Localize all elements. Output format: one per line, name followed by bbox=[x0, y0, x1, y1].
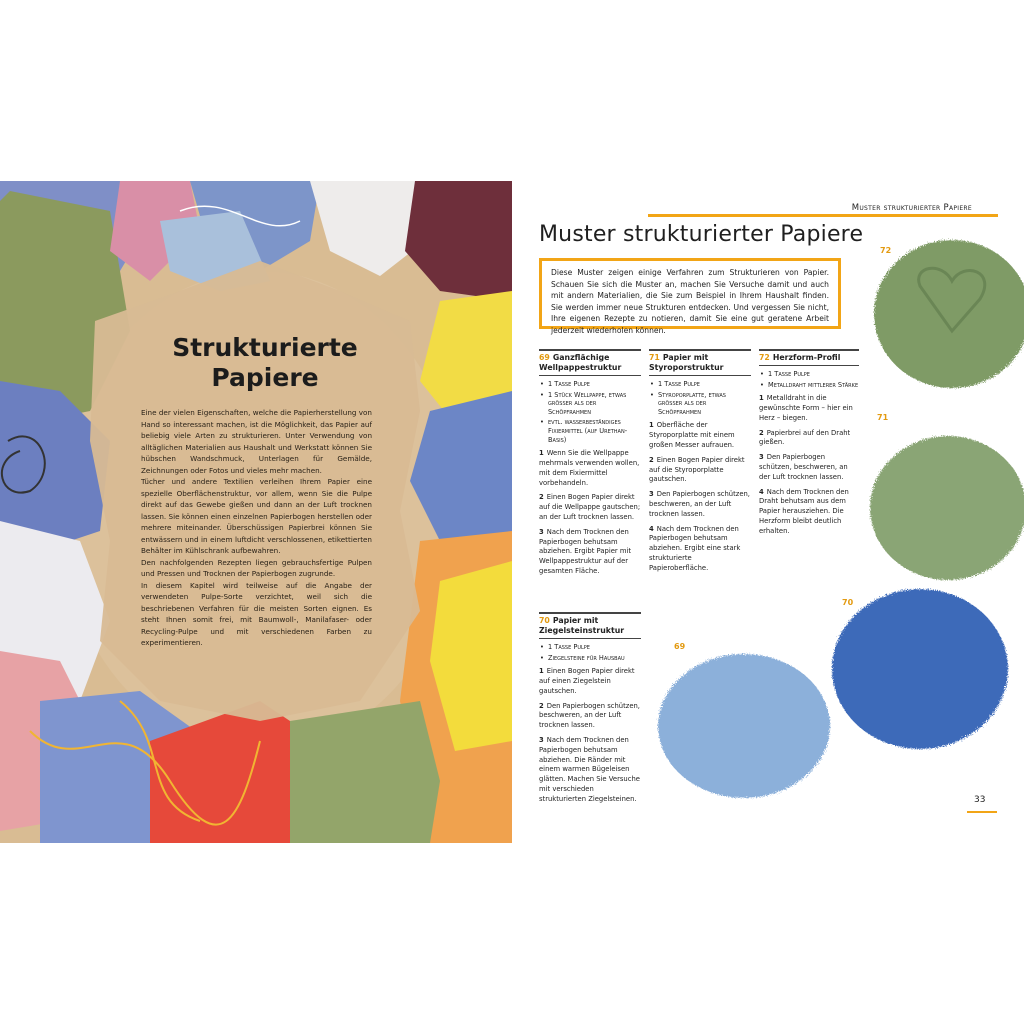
step-item: 2 Den Papierbogen schützen, beschweren, an der Luft trocknen lassen. bbox=[539, 701, 640, 730]
material-item: • 1 Stück Wellpappe, etwas grösser als der Schöpfrahmen bbox=[540, 390, 627, 416]
chapter-title-line1: Strukturierte bbox=[172, 333, 358, 362]
sample-label-70: 70 bbox=[842, 598, 854, 607]
sample-71-styrofoam-paper bbox=[870, 436, 1024, 580]
recipe-number: 69 bbox=[539, 353, 550, 362]
step-item: 2 Papierbrei auf den Draht gießen. bbox=[759, 428, 851, 447]
material-item: • Styroporplatte, etwas grösser als der Schöpfrahmen bbox=[650, 390, 726, 416]
recipe-number: 71 bbox=[649, 353, 660, 362]
recipe-title: Herzform-Profil bbox=[772, 353, 841, 362]
intro-paragraph: Den nachfolgenden Rezepten liegen gebrauchsfertige Pulpen und Pressen und Trocknen der Papierbogen zugrunde. bbox=[141, 557, 372, 578]
recipe-number: 72 bbox=[759, 353, 770, 362]
step-item: 1 Wenn Sie die Wellpappe mehrmals verwenden wollen, mit dem Fixiermittel vorbehandeln. bbox=[539, 449, 640, 487]
step-item: 3 Nach dem Trocknen den Papierbogen behutsam abziehen. Ergibt Papier mit Wellpappestruktur auf der gesamten Fläche. bbox=[539, 527, 632, 575]
chapter-title bbox=[120, 333, 410, 393]
step-item: 1 Metalldraht in die gewünschte Form – hier ein Herz – biegen. bbox=[759, 394, 853, 422]
step-item: 3 Den Papierbogen schützen, beschweren, an der Luft trocknen lassen. bbox=[759, 453, 848, 481]
step-item: 3 Den Papierbogen schützen, beschweren, an der Luft trocknen lassen. bbox=[649, 490, 750, 518]
recipe-title: Ganzflächige Wellpappestruktur bbox=[539, 353, 622, 372]
sample-69-cardboard-paper bbox=[658, 654, 830, 798]
material-item: • 1 Tasse Pulpe bbox=[540, 380, 590, 388]
step-item: 4 Nach dem Trocknen den Draht behutsam aus dem Papier herausziehen. Die Herzform bleibt deutlich erhalten. bbox=[759, 487, 849, 535]
step-item: 1 Oberfläche der Styroporplatte mit einem großen Messer aufrauen. bbox=[649, 421, 735, 449]
left-page bbox=[0, 181, 512, 843]
step-item: 3 Nach dem Trocknen den Papierbogen behutsam abziehen. Die Ränder mit einem warmen Bügeleisen glätten. Machen Sie Versuche mit verschieden strukturierten Ziegelsteinen. bbox=[539, 735, 640, 803]
recipe-title: Papier mit Ziegelsteinstruktur bbox=[539, 616, 625, 635]
material-item: • 1 Tasse Pulpe bbox=[540, 643, 590, 651]
sample-72-heart-paper bbox=[874, 240, 1024, 388]
chapter-intro-text bbox=[141, 407, 372, 649]
material-item: • 1 Tasse Pulpe bbox=[760, 370, 810, 378]
sample-70-brick-paper bbox=[832, 589, 1008, 749]
intro-paragraph: Tücher und andere Textilien verleihen Ihrem Papier eine spezielle Oberflächenstruktur, vor allem, wenn Sie die Pulpe direkt auf das Gewebe gießen und dann an der Luft trocknen lassen. Sie können einen einzelnen Papierbogen herstellen oder mehrere miteinander. Überschüssigen Papierbrei können Sie entwässern und in einem luftdicht verschlossenen, etikettierten Behälter im Kühlschrank aufbewahren. bbox=[141, 477, 372, 555]
material-item: • Ziegelsteine für Hausbau bbox=[540, 653, 625, 662]
paper-samples-image bbox=[512, 181, 1024, 843]
page-number-rule bbox=[967, 811, 997, 813]
material-item: • Metalldraht mittlerer Stärke bbox=[760, 380, 859, 389]
step-item: 2 Einen Bogen Papier direkt auf die Styroporplatte gautschen. bbox=[649, 455, 745, 484]
step-item: 2 Einen Bogen Papier direkt auf die Wellpappe gautschen; an der Luft trocknen lassen. bbox=[539, 493, 641, 521]
recipe-number: 70 bbox=[539, 616, 550, 625]
page-title: Muster strukturierter Papiere bbox=[539, 222, 864, 247]
sample-label-71: 71 bbox=[877, 413, 889, 422]
book-spread bbox=[0, 181, 1024, 843]
running-head: Muster strukturierter Papiere bbox=[851, 203, 972, 213]
intro-paragraph: Eine der vielen Eigenschaften, welche die Papierherstellung von Hand so interessant machen, ist die Möglichkeit, das Papier auf beliebig viele Arten zu strukturieren. Unter Verwendung von alltäglichen Materialien aus Haushalt und Werkstatt können Sie hübschen Wandschmuck, Unterlagen für Gemälde, Zeichnungen oder Fotos und vieles mehr machen. bbox=[141, 408, 372, 475]
chapter-title-line2: Papiere bbox=[211, 363, 319, 392]
recipe-title: Papier mit Styroporstruktur bbox=[649, 353, 724, 372]
right-page bbox=[512, 181, 1024, 843]
page-number: 33 bbox=[974, 795, 986, 805]
step-item: 1 Einen Bogen Papier direkt auf einen Ziegelstein gautschen. bbox=[539, 667, 635, 695]
intro-paragraph: In diesem Kapitel wird teilweise auf die Angabe der verwendeten Pulpe-Sorte verzichtet, weil sich die beschriebenen Verfahren für die meisten Sorten eignen. Es steht Ihnen somit frei, mit Baumwoll-, Manilafaser- oder Recycling-Pulpe und mit verschiedenen Farben zu experimentieren. bbox=[141, 580, 372, 647]
step-item: 4 Nach dem Trocknen den Papierbogen behutsam abziehen. Ergibt eine stark strukturierte Papieroberfläche. bbox=[649, 524, 741, 572]
material-item: • 1 Tasse Pulpe bbox=[650, 380, 700, 388]
sample-label-69: 69 bbox=[674, 642, 686, 651]
material-item: • evtl. wasserbeständiges Fixiermittel (auf Urethan-Basis) bbox=[540, 418, 628, 444]
sample-label-72: 72 bbox=[880, 246, 892, 255]
intro-box: Diese Muster zeigen einige Verfahren zum Strukturieren von Papier. Schauen Sie sich die Muster an, machen Sie Versuche damit und auch mit andern Materialien, die Sie zum Beispiel in Ihrem Haushalt finden. Sie werden immer neue Strukturen entdecken. Und vergessen Sie nicht, Ihre eigenen Rezepte zu notieren, damit Sie eine gut geratene Arbeit jederzeit wiederholen können. bbox=[539, 258, 841, 329]
